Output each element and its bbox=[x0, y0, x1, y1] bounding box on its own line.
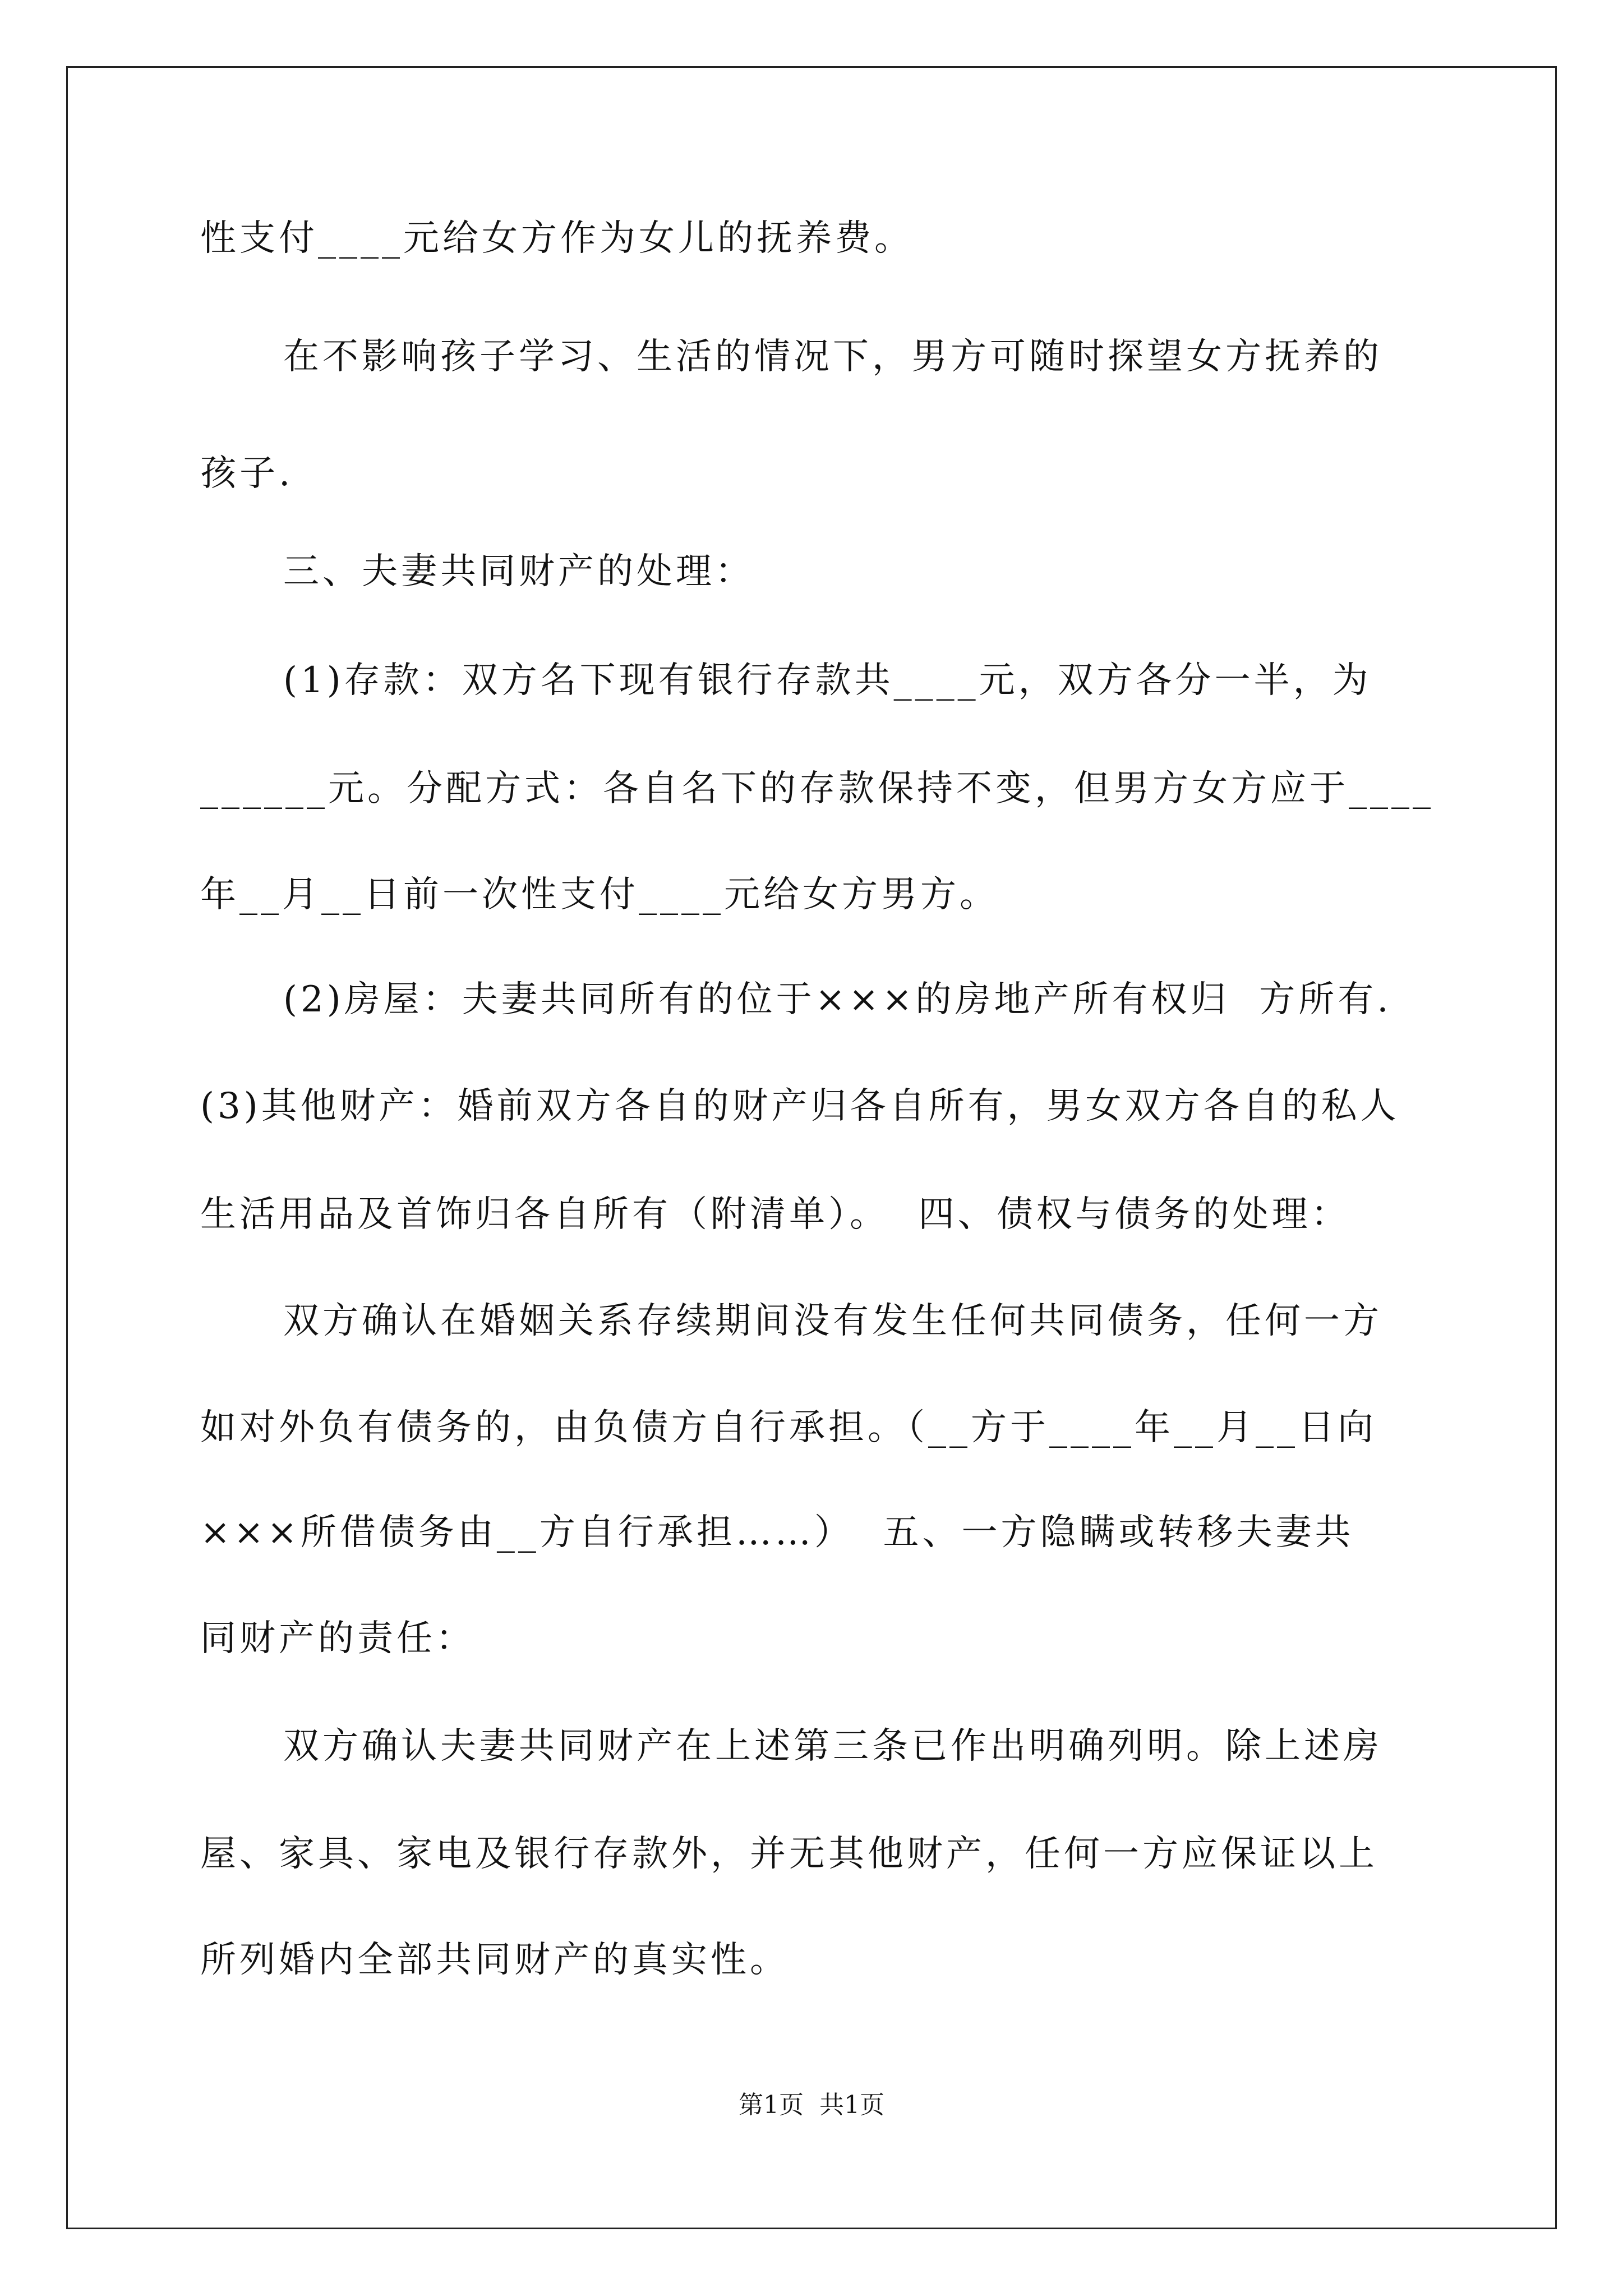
text-line: 年__月__日前一次性支付____元给女方男方。 bbox=[200, 874, 999, 915]
text-line: ______元。分配方式：各自名下的存款保持不变，但男方女方应于____ bbox=[200, 768, 1434, 809]
text-line: 在不影响孩子学习、生活的情况下，男方可随时探望女方抚养的 bbox=[283, 336, 1382, 378]
text-line: 孩子. bbox=[200, 453, 294, 494]
page-border bbox=[66, 66, 1557, 2229]
text-line: 同财产的责任： bbox=[200, 1618, 475, 1659]
text-line: (1)存款：双方名下现有银行存款共____元，双方各分一半，为 bbox=[283, 660, 1372, 701]
page-footer: 第1页 共1页 bbox=[739, 2091, 884, 2119]
text-line: ×××所借债务由__方自行承担……） 五、一方隐瞒或转移夫妻共 bbox=[200, 1512, 1354, 1553]
text-line: 如对外负有债务的，由负债方自行承担。（__方于____年__月__日向 bbox=[200, 1407, 1377, 1448]
text-line: 双方确认在婚姻关系存续期间没有发生任何共同债务，任何一方 bbox=[283, 1300, 1382, 1342]
text-line: (3)其他财产：婚前双方各自的财产归各自所有，男女双方各自的私人 bbox=[200, 1085, 1400, 1127]
text-line: 生活用品及首饰归各自所有（附清单）。 四、债权与债务的处理： bbox=[200, 1194, 1350, 1235]
section-heading: 三、夫妻共同财产的处理： bbox=[283, 551, 754, 592]
text-line: (2)房屋：夫妻共同所有的位于×××的房地产所有权归 方所有. bbox=[283, 979, 1392, 1020]
text-line: 所列婚内全部共同财产的真实性。 bbox=[200, 1939, 789, 1981]
text-line: 双方确认夫妻共同财产在上述第三条已作出明确列明。除上述房 bbox=[283, 1726, 1382, 1767]
text-line: 屋、家具、家电及银行存款外，并无其他财产，任何一方应保证以上 bbox=[200, 1833, 1378, 1875]
text-line: 性支付____元给女方作为女儿的抚养费。 bbox=[200, 218, 914, 259]
